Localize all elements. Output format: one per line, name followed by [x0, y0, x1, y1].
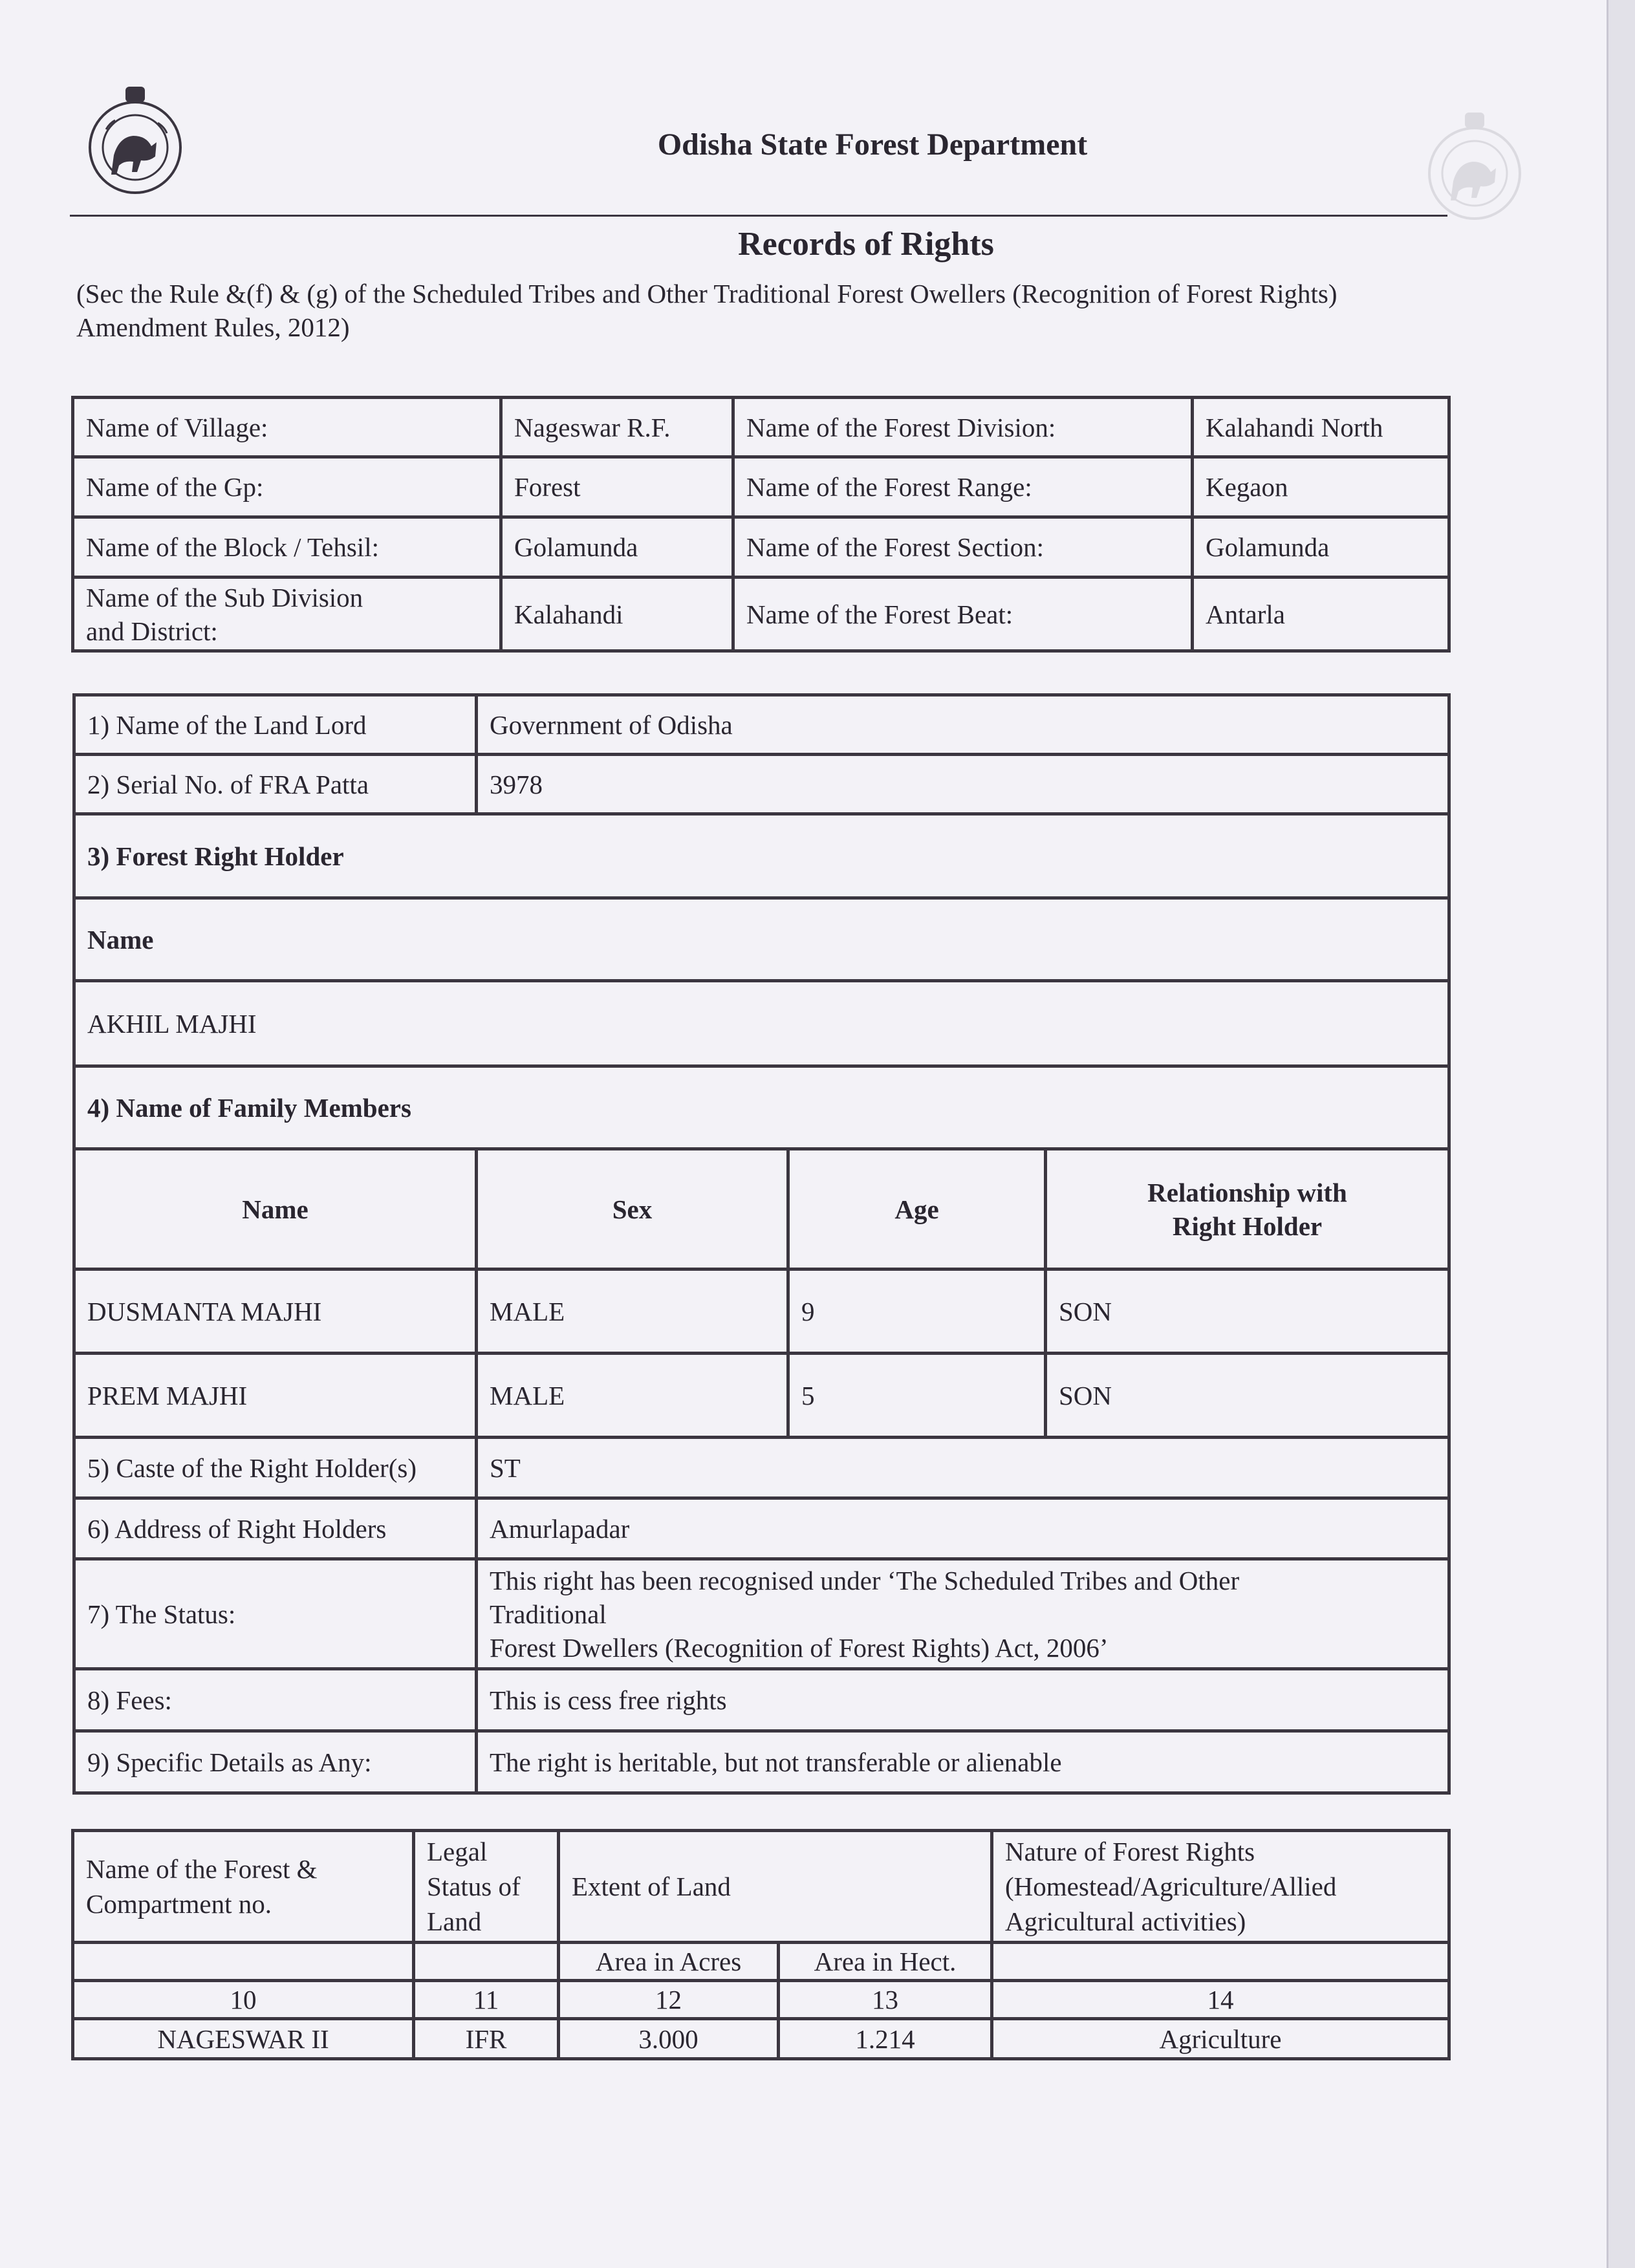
serial-value: 3978 [477, 755, 1449, 814]
fees-value: This is cess free rights [477, 1669, 1449, 1731]
column-number: 12 [559, 1981, 779, 2019]
legal-header-line-3: Land [427, 1906, 482, 1936]
holder-name-label: Name [74, 898, 1449, 981]
status-value [477, 1559, 1449, 1669]
table-row [74, 1498, 1449, 1559]
address-value: Amurlapadar [477, 1498, 1449, 1559]
table-row [74, 1149, 1449, 1269]
legal-status-value: IFR [414, 2019, 559, 2059]
nature-header-line-2: (Homestead/Agriculture/Allied [1005, 1872, 1337, 1901]
extent-header: Extent of Land [559, 1831, 992, 1943]
table-row [74, 1066, 1449, 1149]
beat-label: Name of the Forest Beat: [733, 578, 1193, 651]
beat-value: Antarla [1193, 578, 1449, 651]
member-relationship: SON [1046, 1354, 1449, 1438]
family-sex-header: Sex [477, 1149, 788, 1269]
table-row [74, 981, 1449, 1066]
division-value: Kalahandi North [1193, 398, 1449, 457]
department-title: Odisha State Forest Department [657, 127, 1088, 162]
nature-header [992, 1831, 1449, 1943]
forest-compartment-header [73, 1831, 414, 1943]
holder-name-value: AKHIL MAJHI [74, 981, 1449, 1066]
legal-status-header [414, 1831, 559, 1943]
holder-heading: 3) Forest Right Holder [74, 814, 1449, 898]
table-row [74, 1438, 1449, 1498]
table-row [74, 1731, 1449, 1793]
status-line-2: Traditional [490, 1599, 607, 1629]
column-number: 14 [992, 1981, 1449, 2019]
block-label: Name of the Block / Tehsil: [73, 517, 501, 578]
column-number: 10 [73, 1981, 414, 2019]
nature-header-line-3: Agricultural activities) [1005, 1906, 1246, 1936]
subdivision-label-line-2: and District: [86, 616, 218, 646]
table-row [73, 1943, 1449, 1981]
section-label: Name of the Forest Section: [733, 517, 1193, 578]
location-table [71, 396, 1451, 653]
member-name: DUSMANTA MAJHI [74, 1269, 477, 1354]
header-divider [70, 215, 1447, 217]
address-label: 6) Address of Right Holders [74, 1498, 477, 1559]
status-line-1: This right has been recognised under ‘The Scheduled Tribes and Other [490, 1565, 1240, 1595]
village-label: Name of Village: [73, 398, 501, 457]
subdivision-label-line-1: Name of the Sub Division [86, 582, 363, 612]
forest-header-line-2: Compartment no. [86, 1889, 272, 1919]
gp-label: Name of the Gp: [73, 457, 501, 517]
column-number: 13 [779, 1981, 992, 2019]
member-sex: MALE [477, 1269, 788, 1354]
landlord-label: 1) Name of the Land Lord [74, 695, 477, 755]
legal-header-line-1: Legal [427, 1837, 488, 1866]
table-row [73, 2019, 1449, 2059]
area-acres-header: Area in Acres [559, 1943, 779, 1981]
column-number: 11 [414, 1981, 559, 2019]
village-value: Nageswar R.F. [501, 398, 733, 457]
table-row [73, 578, 1449, 651]
rule-reference: (Sec the Rule &(f) & (g) of the Scheduled Tribes and Other Traditional Forest Owellers (Recognition of Forest Rights) Amendment Rules, 2012) [76, 279, 1337, 342]
table-row [74, 1269, 1449, 1354]
table-row [74, 898, 1449, 981]
status-label: 7) The Status: [74, 1559, 477, 1669]
legal-header-line-2: Status of [427, 1872, 521, 1901]
family-age-header: Age [788, 1149, 1046, 1269]
serial-label: 2) Serial No. of FRA Patta [74, 755, 477, 814]
table-row [73, 398, 1449, 457]
table-row [74, 1669, 1449, 1731]
empty-cell [992, 1943, 1449, 1981]
document-title: Records of Rights [738, 226, 994, 263]
relationship-header-line-2: Right Holder [1172, 1211, 1323, 1241]
empty-cell [73, 1943, 414, 1981]
table-row [73, 517, 1449, 578]
range-label: Name of the Forest Range: [733, 457, 1193, 517]
table-row [73, 457, 1449, 517]
table-row [73, 1831, 1449, 1943]
gp-value: Forest [501, 457, 733, 517]
member-relationship: SON [1046, 1269, 1449, 1354]
table-row [73, 1981, 1449, 2019]
member-name: PREM MAJHI [74, 1354, 477, 1438]
nature-value: Agriculture [992, 2019, 1449, 2059]
member-age: 9 [788, 1269, 1046, 1354]
range-value: Kegaon [1193, 457, 1449, 517]
table-row [74, 755, 1449, 814]
table-row [74, 814, 1449, 898]
specific-details-value: The right is heritable, but not transferable or alienable [477, 1731, 1449, 1793]
family-relationship-header [1046, 1149, 1449, 1269]
caste-label: 5) Caste of the Right Holder(s) [74, 1438, 477, 1498]
family-name-header: Name [74, 1149, 477, 1269]
table-row [74, 1354, 1449, 1438]
forest-compartment-value: NAGESWAR II [73, 2019, 414, 2059]
member-sex: MALE [477, 1354, 788, 1438]
status-line-3: Forest Dwellers (Recognition of Forest Rights) Act, 2006’ [490, 1632, 1109, 1663]
land-details-table [71, 1829, 1451, 2060]
specific-details-label: 9) Specific Details as Any: [74, 1731, 477, 1793]
subdivision-value: Kalahandi [501, 578, 733, 651]
nature-header-line-1: Nature of Forest Rights [1005, 1837, 1255, 1866]
page-edge [1607, 0, 1635, 2268]
division-label: Name of the Forest Division: [733, 398, 1193, 457]
subdivision-label [73, 578, 501, 651]
landlord-value: Government of Odisha [477, 695, 1449, 755]
family-heading: 4) Name of Family Members [74, 1066, 1449, 1149]
empty-cell [414, 1943, 559, 1981]
area-acres-value: 3.000 [559, 2019, 779, 2059]
table-row [74, 1559, 1449, 1669]
rights-details-table [72, 693, 1451, 1795]
table-row [74, 695, 1449, 755]
block-value: Golamunda [501, 517, 733, 578]
section-value: Golamunda [1193, 517, 1449, 578]
area-hect-value: 1.214 [779, 2019, 992, 2059]
member-age: 5 [788, 1354, 1046, 1438]
area-hect-header: Area in Hect. [779, 1943, 992, 1981]
relationship-header-line-1: Relationship with [1147, 1177, 1347, 1207]
caste-value: ST [477, 1438, 1449, 1498]
fees-label: 8) Fees: [74, 1669, 477, 1731]
forest-header-line-1: Name of the Forest & [86, 1854, 318, 1884]
